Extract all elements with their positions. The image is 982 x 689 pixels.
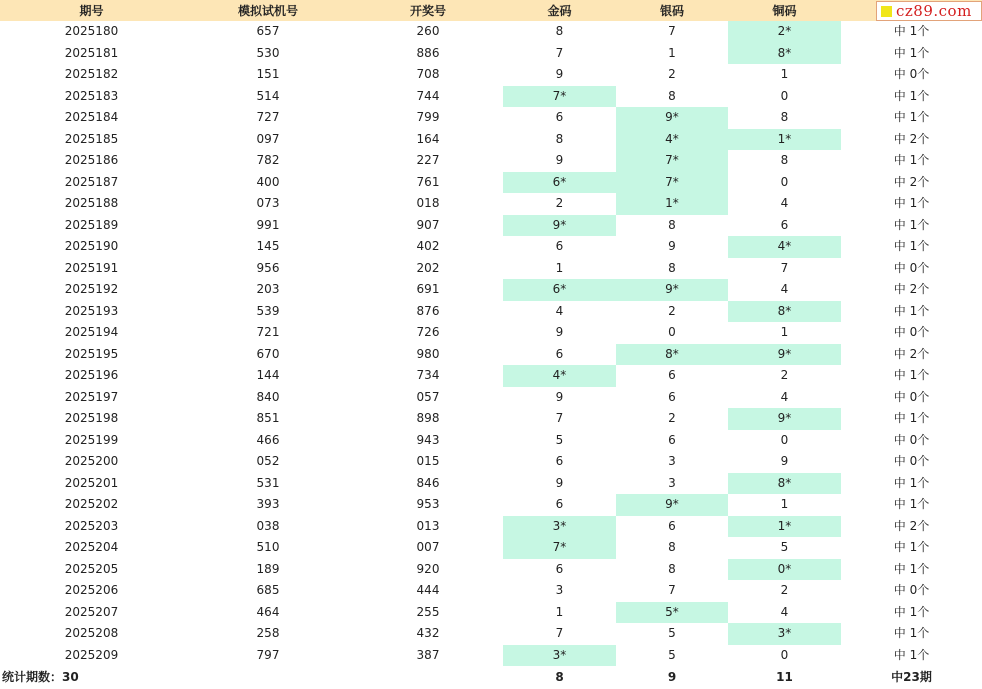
- table-row: [0, 430, 982, 452]
- cell-issue: 2025188: [64, 196, 119, 211]
- cell-silver: 6: [668, 432, 676, 447]
- cell-gold: 6: [555, 497, 564, 512]
- cell-sim: 144: [256, 368, 280, 383]
- table-body: [0, 21, 982, 666]
- cell-bronze: 4*: [728, 236, 841, 258]
- cell-result: 中 1个: [893, 411, 930, 426]
- cell-result: 中 1个: [893, 497, 930, 512]
- cell-silver: 9*: [616, 494, 728, 516]
- cell-issue: 2025185: [64, 131, 119, 146]
- cell-silver: 1*: [616, 193, 728, 215]
- table-row: [0, 365, 982, 387]
- cell-sim: 797: [256, 647, 280, 662]
- table-row: [0, 129, 982, 151]
- cell-draw: 444: [416, 583, 440, 598]
- cell-bronze: 0: [780, 174, 789, 189]
- cell-gold: 9: [555, 67, 564, 82]
- cell-gold: 2: [555, 196, 564, 211]
- cell-result: 中 1个: [893, 217, 930, 232]
- cell-draw: 164: [416, 131, 440, 146]
- cell-sim: 038: [256, 518, 280, 533]
- cell-silver: 2: [668, 67, 676, 82]
- table-row: [0, 387, 982, 409]
- header-issue: 期号: [0, 0, 183, 21]
- cell-sim: 464: [256, 604, 280, 619]
- table-row: [0, 279, 982, 301]
- cell-sim: 670: [256, 346, 280, 361]
- cell-gold: 9: [555, 325, 564, 340]
- cell-result: 中 1个: [893, 604, 930, 619]
- cell-result: 中 0个: [893, 67, 930, 82]
- cell-gold: 7*: [503, 86, 616, 108]
- cell-silver: 6: [668, 518, 676, 533]
- cell-issue: 2025204: [64, 540, 119, 555]
- cell-draw: 387: [416, 647, 440, 662]
- cell-issue: 2025183: [64, 88, 119, 103]
- cell-draw: 015: [416, 454, 440, 469]
- header-silver: 银码: [616, 0, 728, 21]
- cell-result: 中 2个: [893, 518, 930, 533]
- cell-gold: 9*: [503, 215, 616, 237]
- cell-issue: 2025199: [64, 432, 119, 447]
- cell-bronze: 2*: [728, 21, 841, 43]
- logo-text: cz89.com: [896, 2, 972, 20]
- cell-gold: 3*: [503, 516, 616, 538]
- cell-draw: 018: [416, 196, 440, 211]
- cell-result: 中 1个: [893, 24, 930, 39]
- cell-bronze: 0*: [728, 559, 841, 581]
- cell-sim: 530: [256, 45, 280, 60]
- table-row: [0, 473, 982, 495]
- footer-silver-total: 9: [667, 669, 677, 684]
- cell-issue: 2025191: [64, 260, 119, 275]
- table-row: [0, 301, 982, 323]
- cell-issue: 2025207: [64, 604, 119, 619]
- cell-silver: 7*: [616, 150, 728, 172]
- cell-sim: 956: [256, 260, 280, 275]
- cell-bronze: 8: [780, 153, 789, 168]
- cell-gold: 3*: [503, 645, 616, 667]
- cell-bronze: 9*: [728, 408, 841, 430]
- cell-result: 中 2个: [893, 346, 930, 361]
- table-row: [0, 86, 982, 108]
- cell-silver: 4*: [616, 129, 728, 151]
- table-row: [0, 322, 982, 344]
- table-row: [0, 172, 982, 194]
- cell-draw: 255: [416, 604, 440, 619]
- cell-bronze: 7: [780, 260, 789, 275]
- cell-issue: 2025186: [64, 153, 119, 168]
- cell-issue: 2025195: [64, 346, 119, 361]
- cell-draw: 799: [416, 110, 440, 125]
- footer-gold-total: 8: [555, 669, 564, 684]
- cell-silver: 8: [668, 217, 676, 232]
- cell-gold: 7: [555, 411, 564, 426]
- cell-issue: 2025200: [64, 454, 119, 469]
- cell-sim: 510: [256, 540, 280, 555]
- cell-draw: 876: [416, 303, 440, 318]
- cell-silver: 9*: [616, 107, 728, 129]
- footer-result-total: 中23期: [891, 670, 932, 684]
- cell-issue: 2025197: [64, 389, 119, 404]
- cell-draw: 943: [416, 432, 440, 447]
- cell-issue: 2025203: [64, 518, 119, 533]
- cell-sim: 052: [256, 454, 280, 469]
- cell-issue: 2025198: [64, 411, 119, 426]
- cell-silver: 5*: [616, 602, 728, 624]
- cell-sim: 991: [256, 217, 280, 232]
- table-row: [0, 408, 982, 430]
- cell-bronze: 1: [780, 325, 789, 340]
- table-row: [0, 64, 982, 86]
- cell-draw: 744: [416, 88, 440, 103]
- cell-issue: 2025180: [64, 24, 119, 39]
- cell-silver: 6: [668, 389, 676, 404]
- logo-square-icon: [881, 6, 892, 17]
- cell-result: 中 1个: [893, 647, 930, 662]
- cell-sim: 657: [256, 24, 280, 39]
- cell-bronze: 0: [780, 88, 789, 103]
- cell-result: 中 1个: [893, 88, 930, 103]
- cell-issue: 2025189: [64, 217, 119, 232]
- table-row: [0, 215, 982, 237]
- cell-gold: 4: [555, 303, 564, 318]
- cell-bronze: 5: [780, 540, 789, 555]
- cell-gold: 6: [555, 561, 564, 576]
- cell-draw: 846: [416, 475, 440, 490]
- cell-result: 中 2个: [893, 131, 930, 146]
- cell-bronze: 4: [780, 196, 789, 211]
- cell-bronze: 1: [780, 67, 789, 82]
- cell-sim: 539: [256, 303, 280, 318]
- cell-bronze: 9*: [728, 344, 841, 366]
- cell-draw: 920: [416, 561, 440, 576]
- cell-silver: 9: [668, 239, 676, 254]
- cell-issue: 2025209: [64, 647, 119, 662]
- cell-bronze: 8: [780, 110, 789, 125]
- table-row: [0, 516, 982, 538]
- cell-issue: 2025192: [64, 282, 119, 297]
- table-row: [0, 451, 982, 473]
- table-row: [0, 43, 982, 65]
- cell-result: 中 1个: [893, 110, 930, 125]
- header-draw: 开奖号: [353, 0, 503, 21]
- cell-issue: 2025206: [64, 583, 119, 598]
- footer-bronze-total: 11: [776, 669, 793, 684]
- cell-sim: 258: [256, 626, 280, 641]
- cell-draw: 260: [416, 24, 440, 39]
- cell-draw: 227: [416, 153, 440, 168]
- cell-silver: 8: [668, 540, 676, 555]
- cell-result: 中 0个: [893, 583, 930, 598]
- cell-result: 中 1个: [893, 239, 930, 254]
- cell-sim: 727: [256, 110, 280, 125]
- cell-gold: 9: [555, 153, 564, 168]
- cell-bronze: 2: [780, 583, 789, 598]
- cell-result: 中 1个: [893, 475, 930, 490]
- cell-issue: 2025202: [64, 497, 119, 512]
- cell-silver: 0: [668, 325, 676, 340]
- cell-silver: 8: [668, 561, 676, 576]
- cell-gold: 6*: [503, 279, 616, 301]
- cell-gold: 9: [555, 389, 564, 404]
- table-row: [0, 344, 982, 366]
- cell-sim: 203: [256, 282, 280, 297]
- cell-result: 中 2个: [893, 174, 930, 189]
- cell-bronze: 9: [780, 454, 789, 469]
- table-row: [0, 580, 982, 602]
- cell-sim: 393: [256, 497, 280, 512]
- cell-bronze: 6: [780, 217, 789, 232]
- cell-issue: 2025187: [64, 174, 119, 189]
- cell-issue: 2025182: [64, 67, 119, 82]
- cell-bronze: 3*: [728, 623, 841, 645]
- cell-result: 中 1个: [893, 626, 930, 641]
- cell-gold: 6: [555, 239, 564, 254]
- cell-sim: 145: [256, 239, 280, 254]
- cell-bronze: 2: [780, 368, 789, 383]
- cell-result: 中 1个: [893, 540, 930, 555]
- cell-silver: 8*: [616, 344, 728, 366]
- table-row: [0, 494, 982, 516]
- cell-draw: 726: [416, 325, 440, 340]
- cell-sim: 685: [256, 583, 280, 598]
- cell-draw: 432: [416, 626, 440, 641]
- table-row: [0, 645, 982, 667]
- cell-result: 中 1个: [893, 196, 930, 211]
- cell-sim: 514: [256, 88, 280, 103]
- cell-draw: 013: [416, 518, 440, 533]
- cell-sim: 721: [256, 325, 280, 340]
- cell-issue: 2025208: [64, 626, 119, 641]
- cell-silver: 1: [668, 45, 676, 60]
- cell-draw: 007: [416, 540, 440, 555]
- cell-result: 中 1个: [893, 303, 930, 318]
- cell-gold: 8: [555, 24, 564, 39]
- cell-silver: 6: [668, 368, 676, 383]
- cell-result: 中 2个: [893, 282, 930, 297]
- cell-result: 中 0个: [893, 325, 930, 340]
- header-sim: 模拟试机号: [183, 0, 353, 21]
- cell-issue: 2025184: [64, 110, 119, 125]
- cell-issue: 2025196: [64, 368, 119, 383]
- cell-silver: 9*: [616, 279, 728, 301]
- cell-bronze: 4: [780, 389, 789, 404]
- table-row: [0, 21, 982, 43]
- cell-issue: 2025193: [64, 303, 119, 318]
- cell-sim: 400: [256, 174, 280, 189]
- cell-silver: 3: [668, 454, 676, 469]
- cell-silver: 5: [668, 626, 676, 641]
- cell-bronze: 1*: [728, 129, 841, 151]
- cell-draw: 057: [416, 389, 440, 404]
- cell-result: 中 0个: [893, 454, 930, 469]
- cell-silver: 8: [668, 260, 676, 275]
- cell-draw: 708: [416, 67, 440, 82]
- table-row: [0, 559, 982, 581]
- cell-bronze: 0: [780, 432, 789, 447]
- cell-bronze: 4: [780, 604, 789, 619]
- cell-sim: 840: [256, 389, 280, 404]
- cell-bronze: 1: [780, 497, 789, 512]
- cell-gold: 7*: [503, 537, 616, 559]
- footer-label: 统计期数：30: [2, 670, 79, 684]
- cell-draw: 202: [416, 260, 440, 275]
- cell-issue: 2025205: [64, 561, 119, 576]
- cell-bronze: 8*: [728, 43, 841, 65]
- cell-draw: 402: [416, 239, 440, 254]
- cell-bronze: 4: [780, 282, 789, 297]
- cell-bronze: 1*: [728, 516, 841, 538]
- table-row: [0, 258, 982, 280]
- table-row: [0, 623, 982, 645]
- cell-gold: 7: [555, 626, 564, 641]
- cell-draw: 953: [416, 497, 440, 512]
- cell-sim: 851: [256, 411, 280, 426]
- cell-silver: 8: [668, 88, 676, 103]
- cell-bronze: 0: [780, 647, 789, 662]
- cell-result: 中 0个: [893, 432, 930, 447]
- table-row: [0, 602, 982, 624]
- cell-gold: 6: [555, 346, 564, 361]
- footer-row: [0, 666, 982, 687]
- cell-draw: 907: [416, 217, 440, 232]
- cell-gold: 1: [555, 260, 564, 275]
- cell-result: 中 0个: [893, 260, 930, 275]
- cell-silver: 7: [668, 24, 676, 39]
- cell-draw: 886: [416, 45, 440, 60]
- cell-gold: 6: [555, 110, 564, 125]
- cell-gold: 8: [555, 131, 564, 146]
- cell-sim: 531: [256, 475, 280, 490]
- cell-gold: 1: [555, 604, 564, 619]
- cell-issue: 2025190: [64, 239, 119, 254]
- cell-draw: 898: [416, 411, 440, 426]
- cell-sim: 466: [256, 432, 280, 447]
- cell-draw: 691: [416, 282, 440, 297]
- header-row: [0, 0, 982, 21]
- table-row: [0, 537, 982, 559]
- cell-gold: 9: [555, 475, 564, 490]
- cell-draw: 980: [416, 346, 440, 361]
- cell-gold: 5: [555, 432, 564, 447]
- cell-silver: 7: [668, 583, 676, 598]
- cell-result: 中 1个: [893, 561, 930, 576]
- table-row: [0, 150, 982, 172]
- cell-result: 中 1个: [893, 153, 930, 168]
- cell-bronze: 8*: [728, 301, 841, 323]
- header-gold: 金码: [503, 0, 616, 21]
- cell-bronze: 8*: [728, 473, 841, 495]
- cell-sim: 782: [256, 153, 280, 168]
- cell-result: 中 0个: [893, 389, 930, 404]
- cell-result: 中 1个: [893, 45, 930, 60]
- cell-gold: 3: [555, 583, 564, 598]
- site-logo[interactable]: [876, 1, 982, 21]
- cell-issue: 2025181: [64, 45, 119, 60]
- cell-silver: 2: [668, 303, 676, 318]
- cell-sim: 189: [256, 561, 280, 576]
- table-row: [0, 193, 982, 215]
- cell-silver: 7*: [616, 172, 728, 194]
- table-row: [0, 107, 982, 129]
- cell-gold: 6: [555, 454, 564, 469]
- cell-sim: 097: [256, 131, 280, 146]
- cell-sim: 073: [256, 196, 280, 211]
- cell-silver: 3: [668, 475, 676, 490]
- cell-issue: 2025201: [64, 475, 119, 490]
- cell-result: 中 1个: [893, 368, 930, 383]
- cell-issue: 2025194: [64, 325, 119, 340]
- header-bronze: 铜码: [728, 0, 841, 21]
- cell-draw: 761: [416, 174, 440, 189]
- cell-sim: 151: [256, 67, 280, 82]
- cell-silver: 5: [668, 647, 676, 662]
- cell-gold: 4*: [503, 365, 616, 387]
- cell-draw: 734: [416, 368, 440, 383]
- cell-silver: 2: [668, 411, 676, 426]
- cell-gold: 7: [555, 45, 564, 60]
- cell-gold: 6*: [503, 172, 616, 194]
- table-row: [0, 236, 982, 258]
